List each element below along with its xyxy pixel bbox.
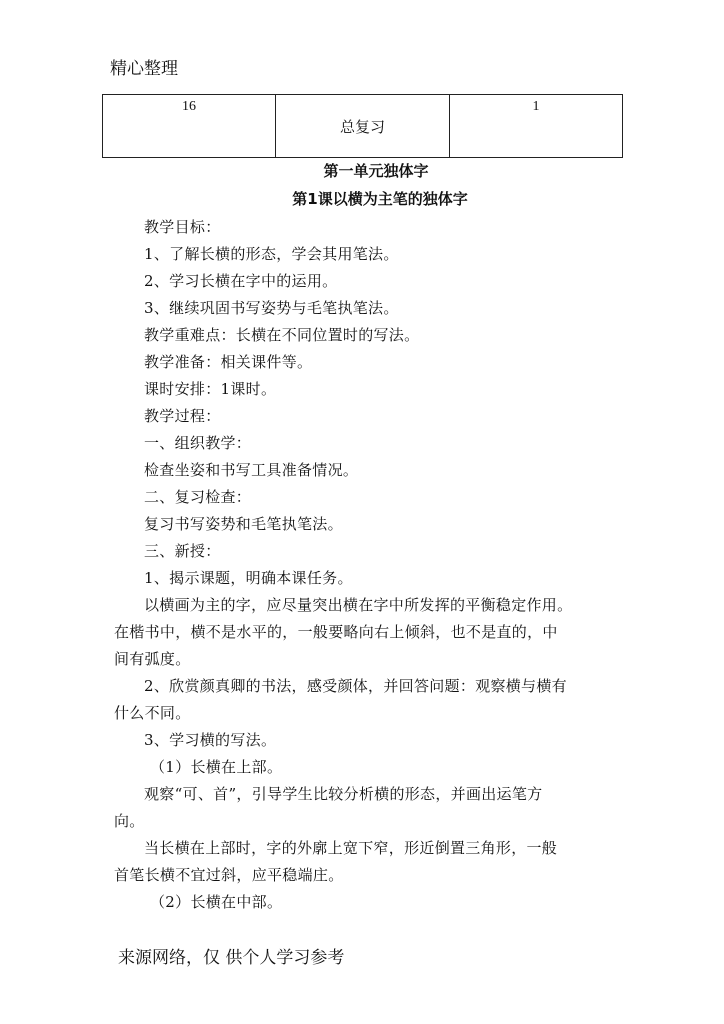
unit-title: 第一单元独体字 [323,162,429,180]
body-line: 观察“可、首”，引导学生比较分析横的形态，并画出运笔方 [144,785,543,803]
body-line: 课时安排：1课时。 [144,380,277,398]
page-footer: 来源网络，仅 供个人学习参考 [118,948,345,968]
body-line: （1）长横在上部。 [150,758,283,776]
body-line: 1、揭示课题，明确本课任务。 [144,569,353,587]
body-line: 3、继续巩固书写姿势与毛笔执笔法。 [144,299,399,317]
body-line: 教学目标： [144,218,221,236]
body-line: 二、复习检查： [144,488,252,506]
body-line: 2、欣赏颜真卿的书法，感受颜体，并回答问题：观察横与横有 [144,677,567,695]
lesson-hours-cell: 1 [450,95,623,158]
lesson-title: 第1课以横为主笔的独体字 [292,190,468,208]
body-line: 一、组织教学： [144,434,252,452]
table-row [103,95,623,158]
body-line: 1、了解长横的形态，学会其用笔法。 [144,245,399,263]
body-line: 教学准备：相关课件等。 [144,353,313,371]
body-line: 教学过程： [144,407,221,425]
body-line: 在楷书中，横不是水平的，一般要略向右上倾斜，也不是直的，中 [114,623,558,641]
body-line: 什么不同。 [114,704,191,722]
body-line: 复习书写姿势和毛笔执笔法。 [144,515,343,533]
schedule-table [102,94,623,158]
lesson-body [114,214,614,916]
lesson-topic-cell: 总复习 [276,95,450,158]
body-line: 三、新授： [144,542,221,560]
body-line: 首笔长横不宜过斜，应平稳端庄。 [114,866,344,884]
body-line: 教学重难点：长横在不同位置时的写法。 [144,326,420,344]
body-line: 以横画为主的字，应尽量突出横在字中所发挥的平衡稳定作用。 [144,596,573,614]
lesson-number-cell: 16 [103,95,276,158]
body-line: 3、学习横的写法。 [144,731,277,749]
body-line: 间有弧度。 [114,650,191,668]
body-line: （2）长横在中部。 [150,893,283,911]
body-line: 2、学习长横在字中的运用。 [144,272,338,290]
body-line: 当长横在上部时，字的外廓上宽下窄，形近倒置三角形，一般 [144,839,558,857]
page-header: 精心整理 [110,59,178,79]
body-line: 检查坐姿和书写工具准备情况。 [144,461,359,479]
body-line: 向。 [114,812,145,830]
